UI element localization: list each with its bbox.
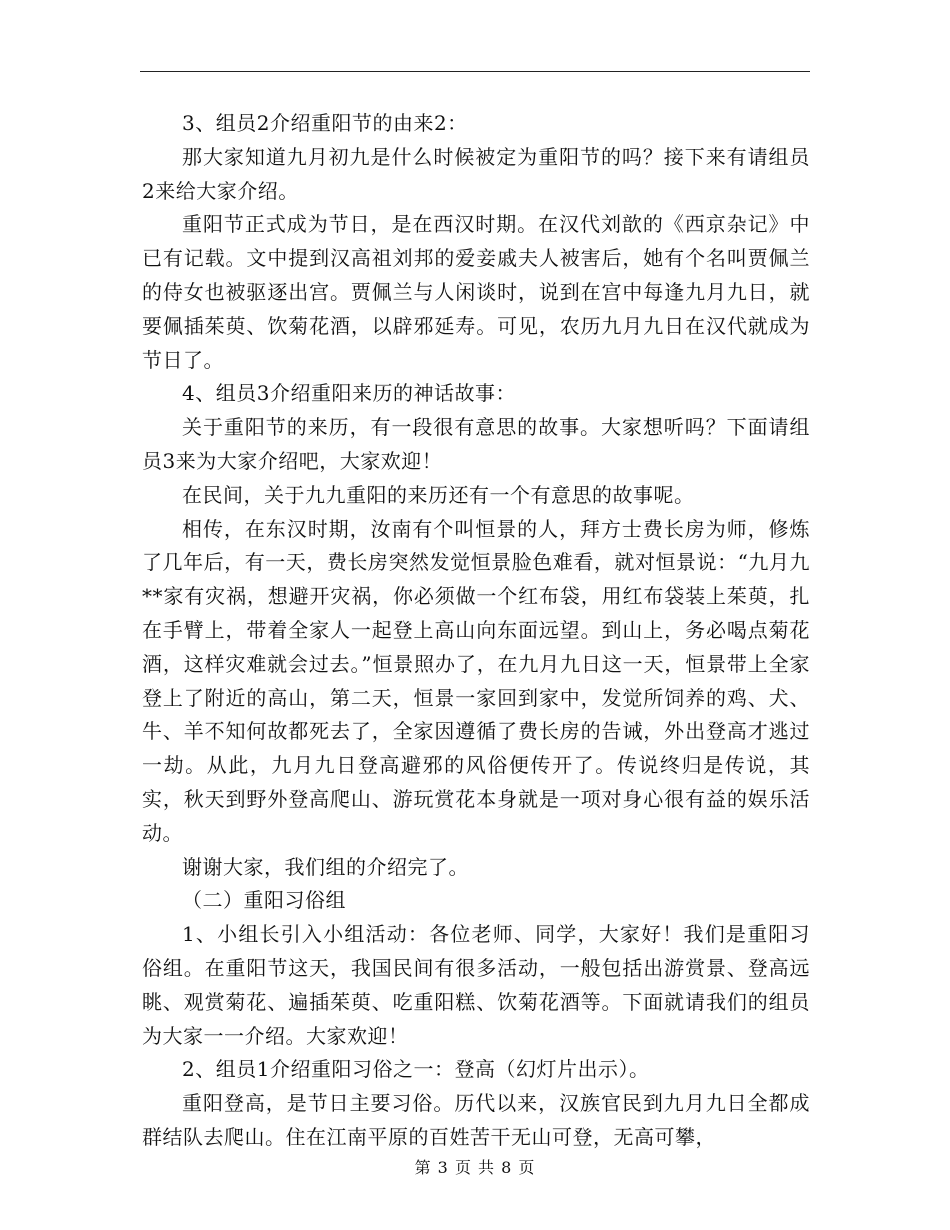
paragraph: 1、小组长引入小组活动：各位老师、同学，大家好！我们是重阳习俗组。在重阳节这天，我国民间有很多活动，一般包括出游赏景、登高远眺、观赏菊花、遍插茱萸、吃重阳糕、饮菊花酒等。下面就请我们的组员为大家一一介绍。大家欢迎！ xyxy=(142,922,810,1048)
paragraph: 在民间，关于九九重阳的来历还有一个有意思的故事呢。 xyxy=(182,482,695,507)
page-footer xyxy=(0,1155,950,1178)
page-number: 第 3 页 共 8 页 xyxy=(414,1158,536,1177)
paragraph: 相传，在东汉时期，汝南有个叫恒景的人，拜方士费长房为师，修炼了几年后，有一天，费长房突然发觉恒景脸色难看，就对恒景说：“九月九**家有灾祸，想避开灾祸，你必须做一个红布袋，用红布袋装上茱萸，扎在手臂上，带着全家人一起登上高山向东面远望。到山上，务必喝点菊花酒，这样灾难就会过去。”恒景照办了，在九月九日这一天，恒景带上全家登上了附近的高山，第二天，恒景一家回到家中，发觉所饲养的鸡、犬、牛、羊不知何故都死去了，全家因遵循了费长房的告诫，外出登高才逃过一劫。从此，九月九日登高避邪的风俗便传开了。传说终归是传说，其实，秋天到野外登高爬山、游玩赏花本身就是一项对身心很有益的娱乐活动。 xyxy=(142,516,810,845)
header-rule xyxy=(140,71,810,72)
paragraph: 那大家知道九月初九是什么时候被定为重阳节的吗？接下来有请组员2来给大家介绍。 xyxy=(142,144,810,203)
paragraph: 谢谢大家，我们组的介绍完了。 xyxy=(182,854,469,879)
paragraph: 重阳节正式成为节日，是在西汉时期。在汉代刘歆的《西京杂记》中已有记载。文中提到汉高祖刘邦的爱妾戚夫人被害后，她有个名叫贾佩兰的侍女也被驱逐出宫。贾佩兰与人闲谈时，说到在宫中每逢九月九日，就要佩插茱萸、饮菊花酒，以辟邪延寿。可见，农历九月九日在汉代就成为节日了。 xyxy=(142,212,810,372)
paragraph: 重阳登高，是节日主要习俗。历代以来，汉族官民到九月九日全都成群结队去爬山。住在江南平原的百姓苦干无山可登，无高可攀， xyxy=(142,1091,810,1149)
paragraph-subhead-member2: 3、组员2介绍重阳节的由来2： xyxy=(182,111,468,135)
section-heading-customs-group: （二）重阳习俗组 xyxy=(182,888,346,913)
body-text xyxy=(142,107,810,1155)
paragraph-subhead-climbing: 2、组员1介绍重阳习俗之一：登高（幻灯片出示）。 xyxy=(182,1057,650,1082)
paragraph-subhead-member3: 4、组员3介绍重阳来历的神话故事： xyxy=(182,381,516,406)
paragraph: 关于重阳节的来历，有一段很有意思的故事。大家想听吗？下面请组员3来为大家介绍吧，大家欢迎！ xyxy=(142,415,810,473)
